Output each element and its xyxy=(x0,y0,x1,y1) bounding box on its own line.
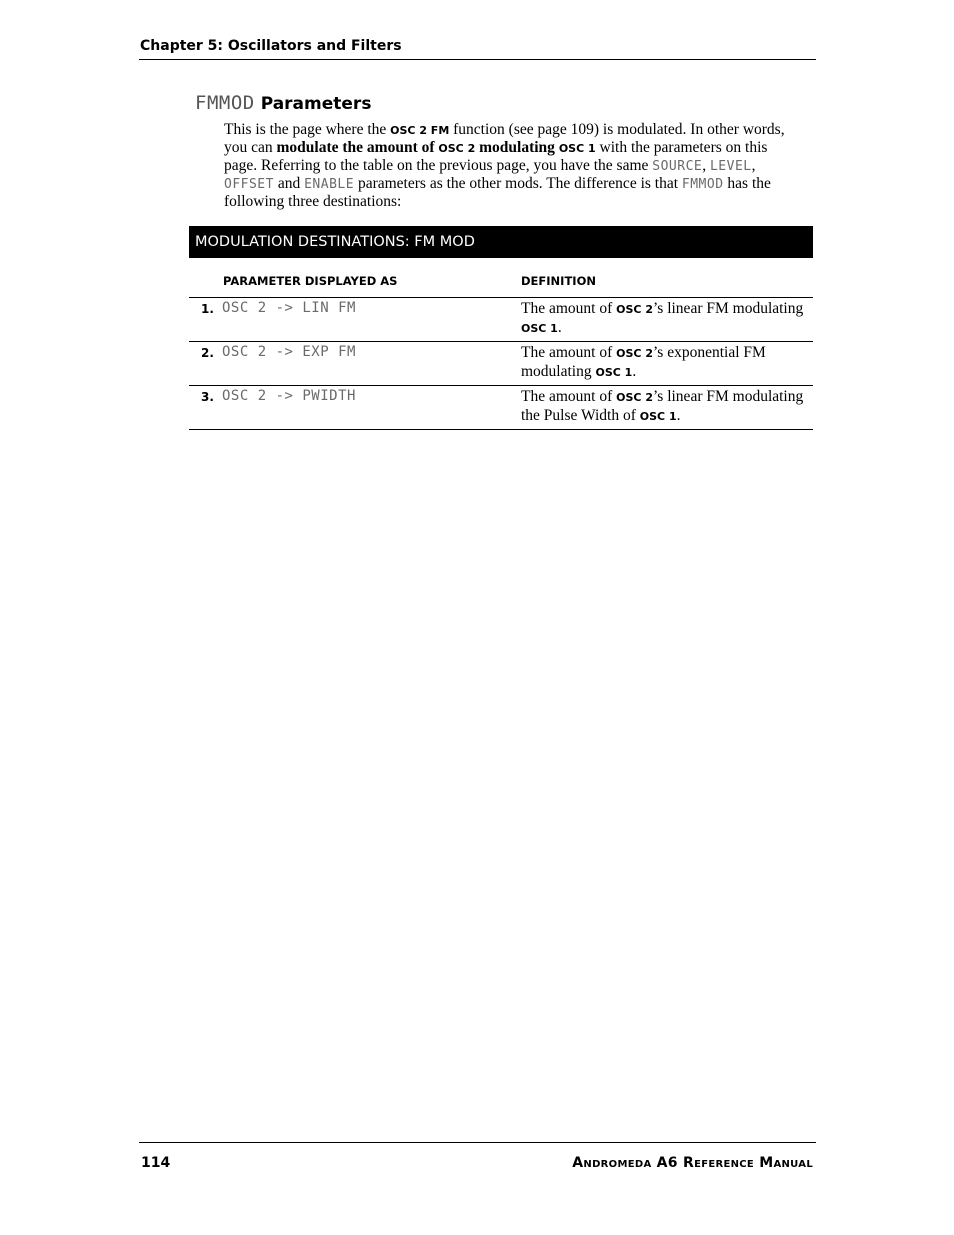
footer-rule xyxy=(139,1142,816,1143)
row-definition xyxy=(521,300,811,337)
column-header-parameter: PARAMETER DISPLAYED AS xyxy=(223,274,398,288)
text-run: ’s exponential FM modulating xyxy=(521,344,766,380)
lcd-term: FMMOD xyxy=(681,177,724,192)
text-run: has the following three destinations: xyxy=(224,175,771,210)
text-run: ’s linear FM modulating the Pulse Width of xyxy=(521,388,804,424)
lcd-term: ENABLE xyxy=(304,177,355,192)
text-run: function (see page 109) is modulated. In other words, you can xyxy=(224,121,785,156)
text-run: . xyxy=(676,406,681,424)
book-title: Andromeda A6 Reference Manual xyxy=(572,1155,813,1171)
bold-text: modulate the amount of xyxy=(276,139,439,156)
running-header xyxy=(139,37,816,60)
body-paragraph xyxy=(224,121,794,210)
control-name: OSC 2 xyxy=(616,391,653,404)
row-number: 1. xyxy=(201,302,214,316)
row-parameter: OSC 2 -> PWIDTH xyxy=(222,388,356,404)
lcd-term: OFFSET xyxy=(224,177,274,192)
control-name: OSC 1 xyxy=(595,365,633,379)
control-name: OSC 2 xyxy=(616,347,653,360)
text-run: . xyxy=(557,318,562,336)
text-run: with the parameters on this page. Referring to the table on the previous page, you have the same xyxy=(224,139,768,174)
table-row xyxy=(189,342,813,386)
control-name: OSC 2 xyxy=(616,303,653,316)
row-parameter: OSC 2 -> EXP FM xyxy=(222,344,356,360)
section-lcd-word: FMMOD xyxy=(195,92,255,114)
text-run: The amount of xyxy=(521,344,617,361)
text-run: ’s linear FM modulating xyxy=(652,300,804,317)
section-heading xyxy=(195,92,371,114)
row-number: 3. xyxy=(201,390,214,404)
text-run: and xyxy=(273,175,305,192)
text-run: The amount of xyxy=(521,300,617,317)
page-number: 114 xyxy=(141,1155,171,1171)
row-parameter: OSC 2 -> LIN FM xyxy=(222,300,356,316)
lcd-term: SOURCE xyxy=(652,159,703,174)
text-run: . xyxy=(632,362,637,380)
section-title: Parameters xyxy=(260,94,372,114)
row-definition xyxy=(521,344,811,381)
control-name: OSC 2 xyxy=(438,142,476,155)
control-name: OSC 1 xyxy=(639,409,677,423)
table-title: MODULATION DESTINATIONS: FM MOD xyxy=(189,226,813,258)
text-run: parameters as the other mods. The difference is that xyxy=(354,175,682,192)
table-row xyxy=(189,298,813,342)
row-definition xyxy=(521,388,811,425)
row-number: 2. xyxy=(201,346,214,360)
bold-text: modulating xyxy=(475,139,559,156)
text-run: , xyxy=(702,157,710,174)
text-run: This is the page where the xyxy=(224,121,391,138)
chapter-title: Chapter 5: Oscillators and Filters xyxy=(140,38,402,54)
table-row xyxy=(189,386,813,430)
table-header xyxy=(189,258,813,298)
column-header-definition: DEFINITION xyxy=(521,274,596,288)
control-name: OSC 2 FM xyxy=(390,124,450,137)
control-name: OSC 1 xyxy=(521,321,558,335)
text-run: The amount of xyxy=(521,388,617,405)
text-run: , xyxy=(751,157,756,174)
control-name: OSC 1 xyxy=(558,142,596,155)
lcd-term: LEVEL xyxy=(709,159,752,174)
